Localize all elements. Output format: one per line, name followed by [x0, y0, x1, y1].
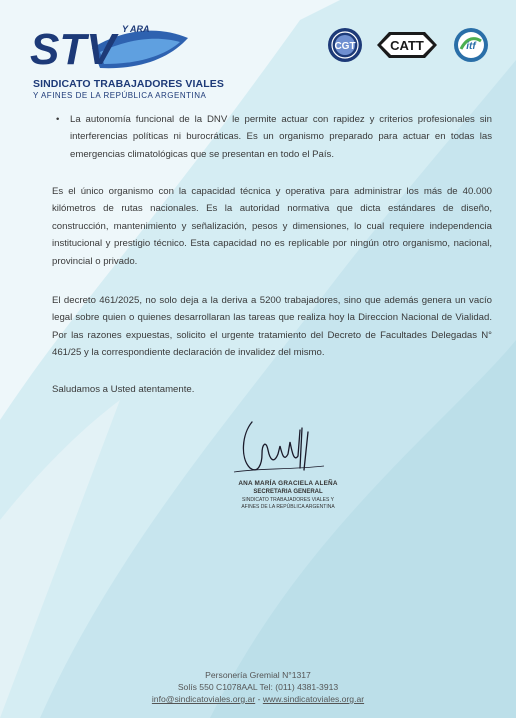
footer-contact [0, 694, 516, 704]
paragraph-1: Es el único organismo con la capacidad técnica y operativa para administrar los más de 40.000 kilómetros de rutas nacionales. Es la autoridad normativa que dicta estándares de diseño, construcción, mantenimiento y señalización, pesos y dimensiones, lo cual requiere independencia institucional y prestigio técnico. Esta capacidad no es replicable por ningún otro organismo, nacional, provincial o privado. [52, 186, 492, 267]
signer-org-line-1: SINDICATO TRABAJADORES VIALES Y [242, 497, 334, 503]
cgt-logo [326, 26, 364, 64]
logo-small-text: Y ARA [122, 24, 150, 34]
signer-org-line-2: AFINES DE LA REPÚBLICA ARGENTINA [241, 504, 335, 510]
bullet-paragraph [56, 111, 492, 163]
footer-website-link[interactable]: www.sindicatoviales.org.ar [262, 694, 365, 704]
cgt-label: CGT [334, 41, 356, 52]
stv-logo [30, 18, 224, 100]
org-subtitle: Y AFINES DE LA REPÚBLICA ARGENTINA [33, 91, 207, 100]
bullet-text: La autonomía funcional de la DNV le permite actuar con rapidez y criterios profesionales sin interferencias políticas ni burocráticas. Es un organismo preparado para actuar en todas las emergencias climatológicas que se presentan en todo el País. [70, 114, 492, 160]
catt-logo [374, 26, 440, 64]
footer-separator: - [255, 694, 263, 704]
itf-label: itf [466, 41, 476, 52]
bullet-dot-icon: • [56, 114, 60, 125]
org-name: SINDICATO TRABAJADORES VIALES [33, 78, 224, 90]
footer-email-link[interactable]: info@sindicatoviales.org.ar [151, 694, 256, 704]
signer-name: ANA MARÍA GRACIELA ALEÑA [238, 480, 338, 487]
stv-logo-mark [30, 18, 190, 76]
signer-role: SECRETARIA GENERAL [253, 489, 323, 495]
paragraph-2: El decreto 461/2025, no solo deja a la deriva a 5200 trabajadores, sino que además genera un vacío legal sobre quien o quienes desarrollaran las tareas que realiza hoy la Direccion Nacional de Vialidad. Por las razones expuestas, solicito el urgente tratamiento del Decreto de Facultades Delegadas N° 461/25 y la correspondiente declaración de invalidez del mismo. [52, 295, 492, 359]
catt-label: CATT [390, 38, 424, 53]
handwritten-signature [228, 410, 328, 478]
footer-registration: Personería Gremial N°1317 [205, 670, 311, 680]
itf-logo [452, 26, 490, 64]
signature-block [228, 410, 338, 520]
logo-main-text: STV [30, 25, 116, 74]
footer-address: Solís 550 C1078AAL Tel: (011) 4381-3913 [177, 682, 339, 692]
closing-line: Saludamos a Usted atentamente. [52, 384, 195, 395]
